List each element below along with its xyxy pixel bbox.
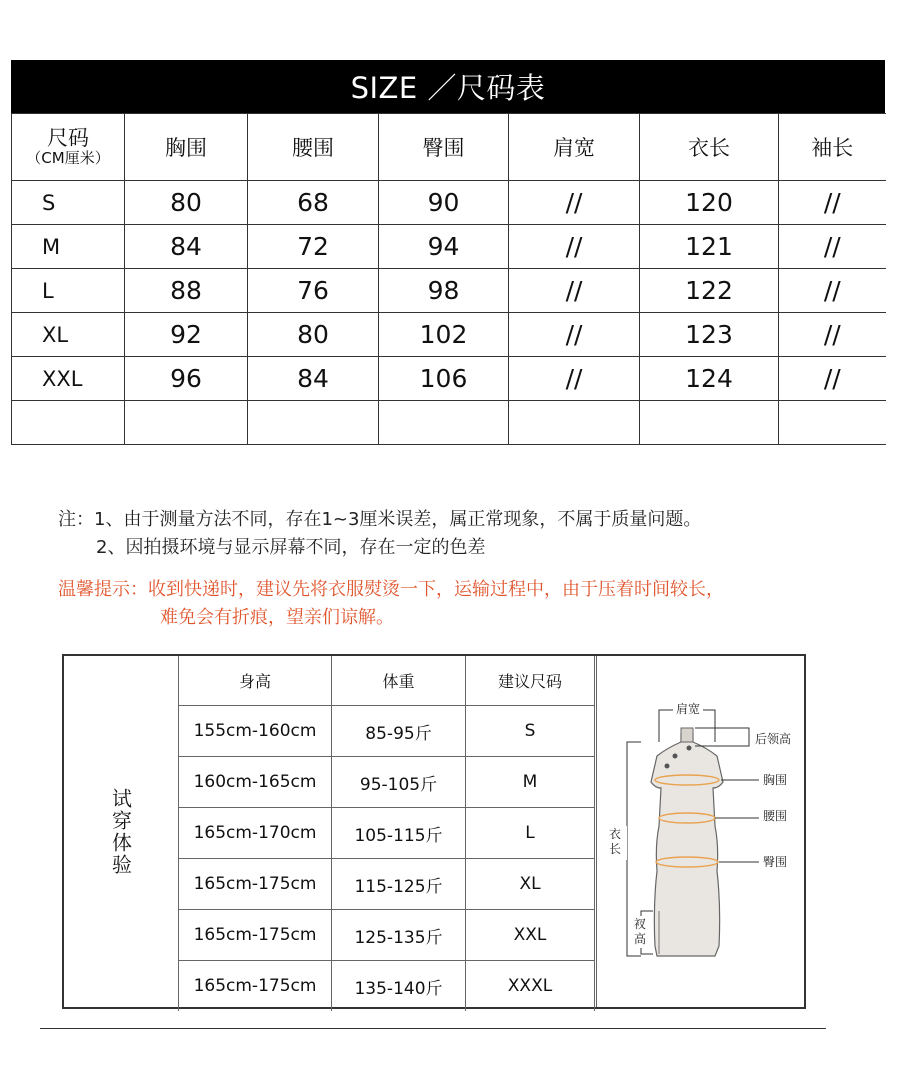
length-label-2: 长 (608, 842, 622, 856)
tryon-table (178, 656, 595, 1011)
column-header-sleeve: 袖长 (779, 114, 886, 181)
shoulder-cell: // (509, 181, 640, 225)
size-cell: XXL (12, 357, 125, 401)
height-cell: 165cm-175cm (179, 910, 332, 961)
empty-cell (509, 401, 640, 445)
sleeve-cell: // (779, 357, 886, 401)
back-neck-bracket (695, 728, 749, 746)
table-row (179, 961, 595, 1012)
size-cell: S (12, 181, 125, 225)
table-row (179, 706, 595, 757)
bust-label: 胸围 (763, 773, 788, 787)
sleeve-cell: // (779, 225, 886, 269)
bust-cell: 92 (125, 313, 248, 357)
bust-cell: 88 (125, 269, 248, 313)
weight-cell: 125-135斤 (332, 910, 466, 961)
length-cell: 120 (640, 181, 779, 225)
sleeve-cell: // (779, 181, 886, 225)
footer-divider (40, 1028, 826, 1029)
length-label-1: 衣 (608, 827, 622, 841)
size-unit-label: （CM厘米） (26, 149, 110, 168)
hip-cell: 106 (379, 357, 509, 401)
column-header-suggested-size: 建议尺码 (466, 656, 595, 706)
slit-label-1: 衩 (633, 917, 647, 931)
column-header-shoulder: 肩宽 (509, 114, 640, 181)
suggested-size-cell: S (466, 706, 595, 757)
height-cell: 165cm-175cm (179, 859, 332, 910)
height-cell: 160cm-165cm (179, 757, 332, 808)
tip-line-1: 温馨提示：收到快递时，建议先将衣服熨烫一下，运输过程中，由于压着时间较长， (58, 579, 724, 600)
table-row-empty (12, 401, 886, 445)
waist-cell: 76 (248, 269, 379, 313)
weight-cell: 115-125斤 (332, 859, 466, 910)
hip-cell: 98 (379, 269, 509, 313)
waist-label: 腰围 (763, 809, 788, 823)
note-color: 2、因拍摄环境与显示屏幕不同，存在一定的色差 (96, 537, 486, 558)
hip-label: 臀围 (763, 855, 788, 869)
table-row (12, 313, 886, 357)
back-neck-label: 后领高 (755, 732, 792, 746)
column-header-waist: 腰围 (248, 114, 379, 181)
weight-cell: 85-95斤 (332, 706, 466, 757)
empty-cell (248, 401, 379, 445)
waist-cell: 80 (248, 313, 379, 357)
collar-shape (681, 728, 693, 742)
shoulder-label: 肩宽 (675, 702, 701, 716)
length-cell: 122 (640, 269, 779, 313)
size-cell: M (12, 225, 125, 269)
suggested-size-cell: M (466, 757, 595, 808)
column-header-hip: 臀围 (379, 114, 509, 181)
empty-cell (640, 401, 779, 445)
tip-line-2: 难免会有折痕，望亲们谅解。 (160, 607, 394, 628)
dress-measurement-diagram (596, 656, 805, 1007)
suggested-size-cell: XL (466, 859, 595, 910)
length-cell: 121 (640, 225, 779, 269)
sleeve-cell: // (779, 313, 886, 357)
empty-cell (12, 401, 125, 445)
size-table (11, 113, 886, 445)
table-row (179, 757, 595, 808)
size-header-cell (12, 114, 125, 181)
tryon-label: 试穿体验 (108, 787, 133, 876)
suggested-size-cell: XXL (466, 910, 595, 961)
waist-cell: 68 (248, 181, 379, 225)
sleeve-cell: // (779, 269, 886, 313)
hip-cell: 94 (379, 225, 509, 269)
frog-button-1 (687, 746, 692, 751)
column-header-length: 衣长 (640, 114, 779, 181)
size-chart (11, 60, 885, 445)
note-measurement: 注：1、由于测量方法不同，存在1~3厘米误差，属正常现象，不属于质量问题。 (58, 509, 702, 530)
size-header-label: 尺码 (47, 126, 89, 151)
column-header-height: 身高 (179, 656, 332, 706)
empty-cell (379, 401, 509, 445)
bust-cell: 80 (125, 181, 248, 225)
weight-cell: 95-105斤 (332, 757, 466, 808)
column-header-bust: 胸围 (125, 114, 248, 181)
size-cell: XL (12, 313, 125, 357)
suggested-size-cell: L (466, 808, 595, 859)
column-header-weight: 体重 (332, 656, 466, 706)
table-row (12, 357, 886, 401)
hip-cell: 90 (379, 181, 509, 225)
bust-cell: 84 (125, 225, 248, 269)
height-cell: 165cm-175cm (179, 961, 332, 1012)
hip-cell: 102 (379, 313, 509, 357)
empty-cell (779, 401, 886, 445)
table-row (179, 859, 595, 910)
length-cell: 124 (640, 357, 779, 401)
size-chart-title: SIZE ／尺码表 (11, 60, 885, 113)
table-row (179, 808, 595, 859)
waist-cell: 72 (248, 225, 379, 269)
table-row (12, 225, 886, 269)
size-table-header (12, 114, 886, 181)
table-row (179, 910, 595, 961)
frog-button-3 (665, 764, 670, 769)
slit-label-2: 高 (633, 932, 647, 946)
tryon-table-header (179, 656, 595, 706)
waist-cell: 84 (248, 357, 379, 401)
size-cell: L (12, 269, 125, 313)
dress-diagram-svg (597, 656, 805, 1007)
weight-cell: 135-140斤 (332, 961, 466, 1012)
shoulder-cell: // (509, 313, 640, 357)
height-cell: 165cm-170cm (179, 808, 332, 859)
shoulder-cell: // (509, 225, 640, 269)
empty-cell (125, 401, 248, 445)
table-row (12, 269, 886, 313)
frog-button-2 (673, 754, 678, 759)
length-cell: 123 (640, 313, 779, 357)
height-cell: 155cm-160cm (179, 706, 332, 757)
shoulder-cell: // (509, 357, 640, 401)
tryon-label-cell (64, 656, 178, 1007)
bust-cell: 96 (125, 357, 248, 401)
shoulder-cell: // (509, 269, 640, 313)
dress-outline (651, 734, 723, 956)
weight-cell: 105-115斤 (332, 808, 466, 859)
table-row (12, 181, 886, 225)
suggested-size-cell: XXXL (466, 961, 595, 1012)
